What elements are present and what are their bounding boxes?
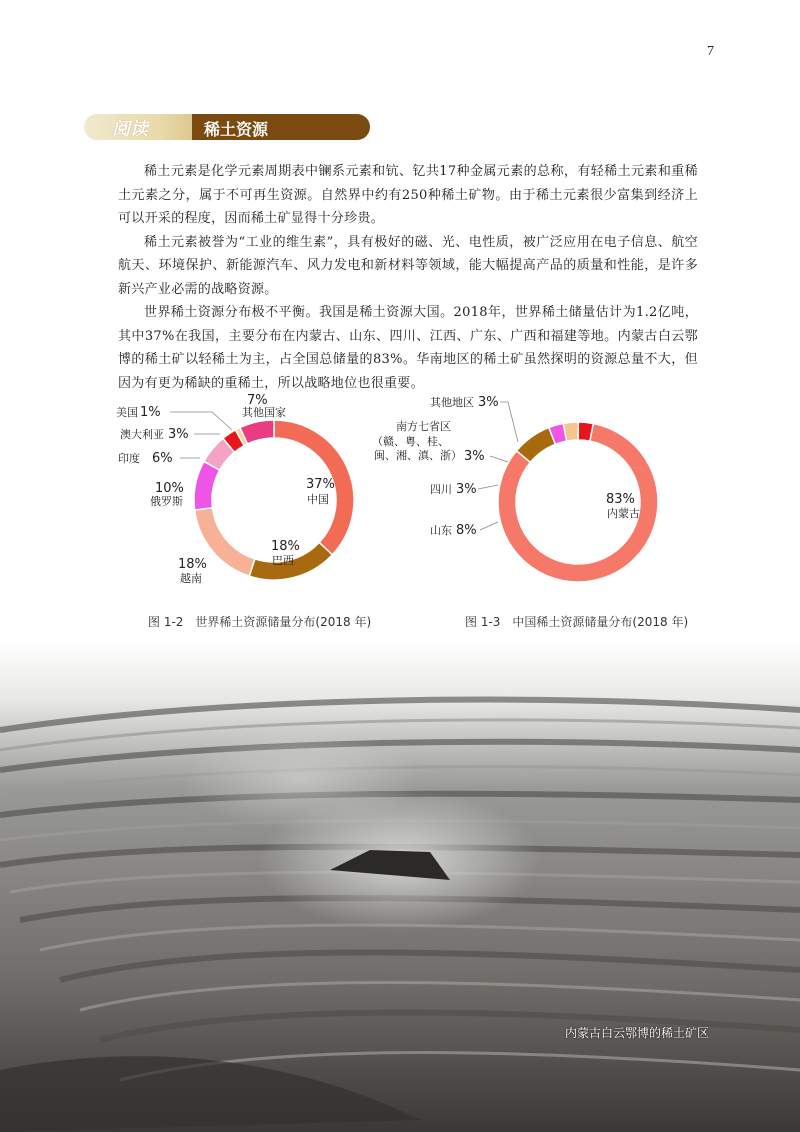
label-innermongolia-value: 83% (606, 492, 635, 507)
label-other-value: 7% (247, 393, 268, 408)
label-australia-name: 澳大利亚 (120, 428, 164, 441)
reading-banner (84, 114, 288, 140)
paragraph-2: 稀土元素被誉为“工业的维生素”，具有极好的磁、光、电性质，被广泛应用在电子信息、航空航天、环境保护、新能源汽车、风力发电和新材料等领域，能大幅提高产品的质量和性能，是许多新兴产业必需的战略资源。 (118, 234, 698, 297)
label-china-value: 37% (306, 477, 335, 492)
label-brazil-value: 18% (271, 539, 300, 554)
label-australia-value: 3% (168, 427, 189, 442)
label-usa-name: 美国 (116, 406, 138, 419)
label-sichuan-name: 四川 (430, 483, 452, 496)
label-vietnam-value: 18% (178, 557, 207, 572)
label-shandong-value: 8% (456, 523, 477, 538)
label-other-name: 其他国家 (242, 406, 286, 419)
label-india-name: 印度 (118, 452, 140, 465)
world-chart (100, 390, 400, 600)
label-sichuan-value: 3% (456, 482, 477, 497)
section-title-label: 稀土资源 (204, 120, 269, 139)
reading-tag-label: 阅读 (112, 119, 148, 140)
body-text (118, 160, 698, 395)
mine-photo (0, 640, 800, 1132)
label-otherregion-value: 3% (478, 395, 499, 410)
section-title (192, 114, 370, 140)
label-russia-value: 10% (155, 481, 184, 496)
slice-5 (578, 422, 593, 441)
world-chart-caption: 图 1-2 世界稀土资源储量分布(2018 年) (148, 615, 372, 629)
label-vietnam-name: 越南 (180, 572, 202, 585)
label-southern-note2: 闽、湘、滇、浙） (374, 449, 462, 462)
label-china-name: 中国 (307, 493, 329, 506)
china-chart (360, 390, 700, 600)
label-southern-value: 3% (464, 449, 485, 464)
label-southern-name: 南方七省区 (396, 420, 451, 433)
label-otherregion-name: 其他地区 (430, 396, 474, 409)
label-shandong-name: 山东 (430, 524, 452, 537)
label-southern-note1: （赣、粤、桂、 (372, 435, 449, 448)
label-innermongolia-name: 内蒙古 (607, 507, 640, 520)
paragraph-1: 稀土元素是化学元素周期表中镧系元素和钪、钇共17种金属元素的总称，有轻稀土元素和重稀土元素之分，属于不可再生资源。自然界中约有250种稀土矿物。由于稀土元素很少富集到经济上可以开采的程度，因而稀土矿显得十分珍贵。 (118, 164, 698, 226)
label-russia-name: 俄罗斯 (150, 495, 183, 508)
reading-tag (84, 114, 196, 140)
china-chart-caption: 图 1-3 中国稀土资源储量分布(2018 年) (465, 615, 689, 629)
label-india-value: 6% (152, 451, 173, 466)
label-brazil-name: 巴西 (272, 554, 294, 567)
photo-caption: 内蒙古白云鄂博的稀土矿区 (565, 1026, 710, 1040)
paragraph-3: 世界稀土资源分布极不平衡。我国是稀土资源大国。2018年，世界稀土储量估计为1.2亿吨，其中37%在我国，主要分布在内蒙古、山东、四川、江西、广东、广西和福建等地。内蒙古白云鄂博的稀土矿以轻稀土为主，占全国总储量的83%。华南地区的稀土矿虽然探明的资源总量不大，但因为有更为稀缺的重稀土，所以战略地位也很重要。 (118, 305, 698, 391)
slice-4 (563, 422, 578, 441)
page-number: 7 (707, 44, 714, 59)
label-usa-value: 1% (140, 405, 161, 420)
